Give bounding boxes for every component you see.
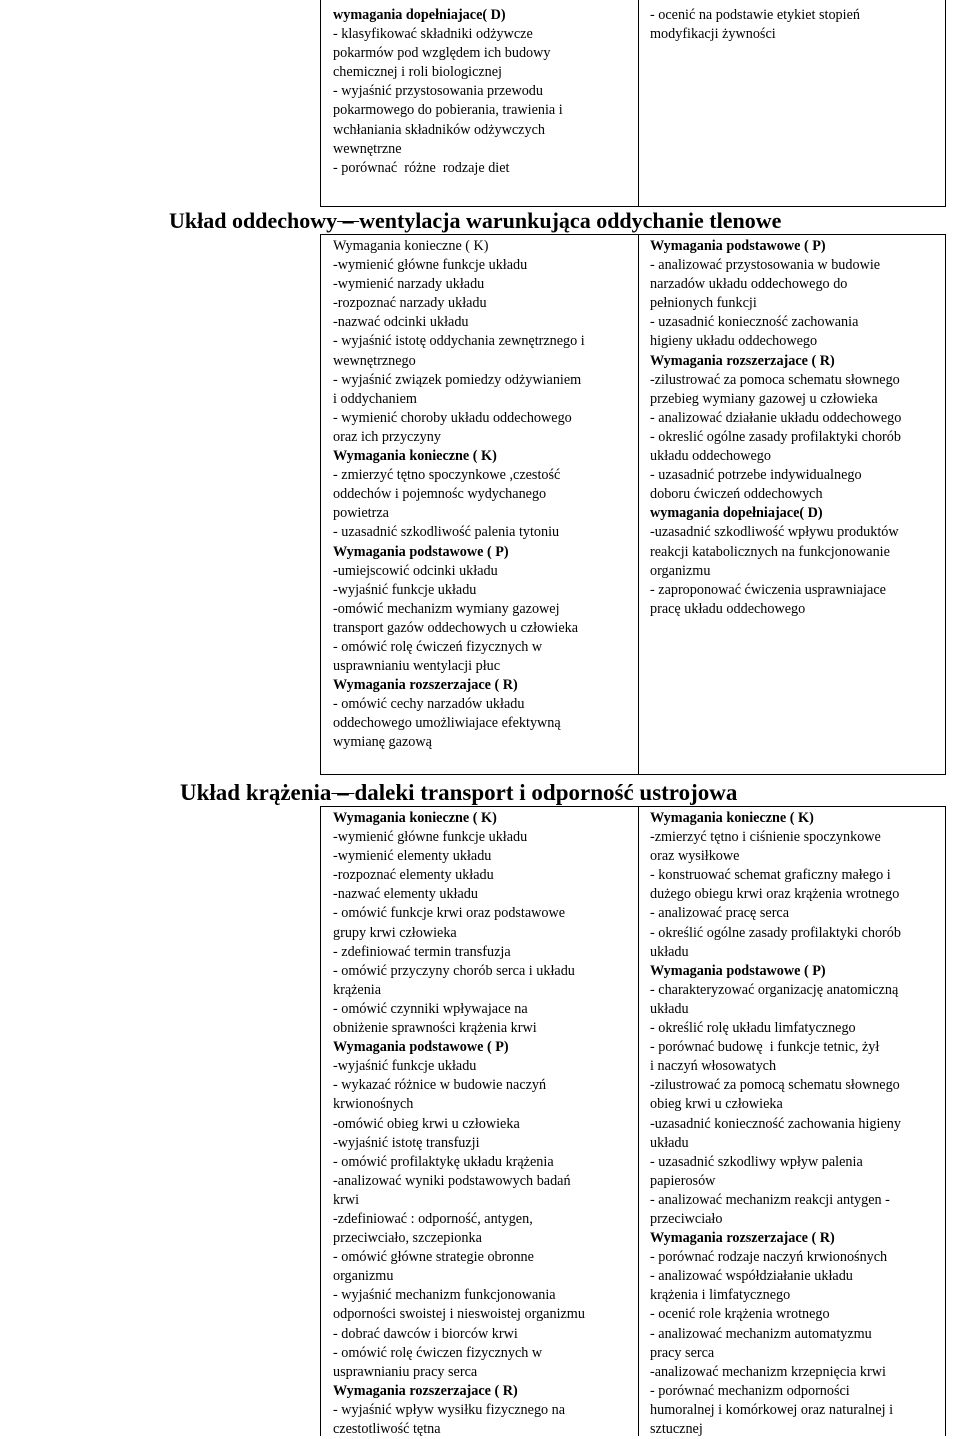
section-heading-circulatory [180, 779, 737, 807]
requirement-line: - omówić główne strategie obronne [333, 1249, 534, 1266]
grid-line [638, 0, 639, 206]
requirement-line: - analizować współdziałanie układu [650, 1268, 853, 1285]
requirement-line: -zdefiniować : odporność, antygen, [333, 1210, 533, 1227]
requirement-line: - uzasadnić szkodliwy wpływ palenia [650, 1153, 863, 1170]
requirement-line: oddechów i pojemnośc wydychanego [333, 486, 547, 503]
requirement-line: humoralnej i komórkowej oraz naturalnej i [650, 1401, 894, 1418]
requirement-heading: Wymagania rozszerzajace ( R) [333, 1382, 518, 1399]
requirement-line: - wyjaśnić związek pomiedzy odżywianiem [333, 371, 582, 388]
circulatory-left-cell [333, 809, 585, 1439]
section-title-main: Układ oddechowy [169, 208, 338, 233]
requirement-line: - omówić profilaktykę układu krążenia [333, 1153, 554, 1170]
requirement-line: -uzasadnić konieczność zachowania higieny [650, 1115, 901, 1132]
requirement-line: - omówić rolę ćwiczen fizycznych w [333, 1344, 543, 1361]
requirement-line: - omówić czynniki wpływajace na [333, 1000, 528, 1017]
requirement-line: -umiejscowić odcinki układu [333, 562, 498, 579]
top-left-cell [333, 6, 563, 178]
requirement-line: i naczyń włosowatych [650, 1058, 777, 1075]
requirement-line: - zmierzyć tętno spoczynkowe ,czestość [333, 467, 561, 484]
requirement-line: oddechowego umożliwiajace efektywną [333, 715, 561, 732]
requirement-line: Wymagania konieczne ( K) [333, 238, 489, 254]
requirement-line: powietrza [333, 505, 389, 522]
requirement-line: obniżenie sprawności krążenia krwi [333, 1020, 537, 1037]
requirement-line: -nazwać odcinki układu [333, 314, 469, 331]
requirement-line: reakcji katabolicznych na funkcjonowanie [650, 543, 890, 560]
requirement-line: - omówić cechy narzadów układu [333, 696, 525, 713]
requirement-line: -zilustrować za pomocą schematu słownego [650, 1077, 900, 1094]
requirement-line: krwi [333, 1191, 360, 1208]
requirement-line: - ocenić na podstawie etykiet stopień [650, 7, 860, 23]
requirement-line: układu oddechowego [650, 448, 771, 465]
requirement-line: pracę układu oddechowego [650, 600, 806, 617]
requirement-line: organizmu [333, 1268, 394, 1285]
requirement-line: - uzasadnić potrzebe indywidualnego [650, 467, 862, 484]
requirement-line: - uzasadnić konieczność zachowania [650, 314, 859, 331]
requirement-line: przeciwciało, szczepionka [333, 1230, 482, 1247]
requirement-line: krwionośnych [333, 1096, 414, 1113]
requirement-line: - analizować działanie układu oddechowego [650, 409, 902, 426]
requirement-line: sztucznej [650, 1421, 703, 1437]
requirement-line: - analizować pracę serca [650, 905, 790, 922]
requirement-line: - porównać budowę i funkcje tetnic, żył [650, 1039, 880, 1056]
requirement-line: - okreslić ogólne zasady profilaktyki chorób [650, 428, 901, 445]
requirement-line: układu [650, 1134, 689, 1151]
grid-line [945, 234, 946, 774]
respiratory-left-cell [333, 237, 585, 753]
requirement-line: oraz wysiłkowe [650, 848, 740, 865]
requirement-line: - wymienić choroby układu oddechowego [333, 409, 572, 426]
requirement-line: higieny układu oddechowego [650, 333, 818, 350]
circulatory-right-cell [650, 809, 901, 1439]
requirement-line: modyfikacji żywności [650, 26, 776, 43]
requirement-line: przebieg wymiany gazowej u człowieka [650, 390, 878, 407]
requirement-line: przeciwciało [650, 1210, 723, 1227]
requirement-line: - uzasadnić szkodliwość palenia tytoniu [333, 524, 560, 541]
requirement-line: -zilustrować za pomoca schematu słownego [650, 371, 900, 388]
requirement-heading: Wymagania rozszerzajace ( R) [650, 352, 835, 369]
requirement-heading: Wymagania konieczne ( K) [650, 810, 814, 826]
requirement-line: - omówić przyczyny chorób serca i układu [333, 962, 575, 979]
requirement-line: krążenia [333, 981, 382, 998]
grid-line [320, 774, 946, 775]
requirement-line: układu [650, 943, 689, 960]
requirement-heading: Wymagania rozszerzajace ( R) [650, 1230, 835, 1247]
requirement-line: - omówić funkcje krwi oraz podstawowe [333, 905, 566, 922]
requirement-line: -omówić obieg krwi u człowieka [333, 1115, 520, 1132]
requirement-line: - klasyfikować składniki odżywcze [333, 26, 533, 43]
requirement-line: oraz ich przyczyny [333, 428, 441, 445]
requirement-line: pokarmowego do pobierania, trawienia i [333, 102, 563, 119]
section-title-dash: – [337, 208, 360, 233]
requirement-line: - konstruować schemat graficzny małego i [650, 867, 891, 884]
grid-line [320, 806, 321, 1436]
requirement-line: - zdefiniować termin transfuzja [333, 943, 511, 960]
requirement-line: - porównać różne rodzaje diet [333, 159, 510, 176]
requirement-line: papierosów [650, 1172, 716, 1189]
grid-line [320, 234, 321, 774]
requirement-line: wymianę gazową [333, 734, 432, 751]
requirement-heading: Wymagania podstawowe ( P) [333, 543, 509, 560]
requirement-line: -wyjaśnić istotę transfuzji [333, 1134, 480, 1151]
requirement-line: -analizować mechanizm krzepnięcia krwi [650, 1363, 886, 1380]
requirement-line: dużego obiegu krwi oraz krążenia wrotnego [650, 886, 900, 903]
requirement-line: -nazwać elementy układu [333, 886, 478, 903]
requirement-line: narzadów układu oddechowego do [650, 276, 848, 293]
requirement-heading: wymagania dopełniajace( D) [333, 7, 506, 23]
requirement-heading: wymagania dopełniajace( D) [650, 505, 823, 522]
requirement-line: układu [650, 1000, 689, 1017]
requirement-line: - wyjaśnić mechanizm funkcjonowania [333, 1287, 556, 1304]
requirement-line: - analizować mechanizm reakcji antygen - [650, 1191, 890, 1208]
requirement-line: -uzasadnić szkodliwość wpływu produktów [650, 524, 899, 541]
requirement-line: - porównać mechanizm odporności [650, 1382, 850, 1399]
requirement-line: pracy serca [650, 1344, 715, 1361]
section-title-sub: wentylacja warunkująca oddychanie tlenowe [359, 208, 782, 233]
requirement-line: - określić rolę układu limfatycznego [650, 1020, 856, 1037]
grid-line [945, 0, 946, 206]
requirement-line: - analizować przystosowania w budowie [650, 257, 881, 274]
requirement-line: -wyjaśnić funkcje układu [333, 1058, 477, 1075]
requirement-heading: Wymagania podstawowe ( P) [650, 962, 826, 979]
grid-line [320, 0, 321, 206]
requirement-heading: Wymagania podstawowe ( P) [333, 1039, 509, 1056]
requirement-line: chemicznej i roli biologicznej [333, 64, 503, 81]
top-right-cell [650, 6, 860, 44]
section-title-sub: daleki transport i odporność ustrojowa [354, 780, 738, 805]
section-title-main: Układ krążenia [180, 780, 332, 805]
requirement-line: wchłaniania składników odżywczych [333, 121, 545, 138]
requirement-heading: Wymagania podstawowe ( P) [650, 238, 826, 254]
requirement-line: -zmierzyć tętno i ciśnienie spoczynkowe [650, 829, 881, 846]
requirement-line: - zaproponować ćwiczenia usprawniajace [650, 581, 886, 598]
requirement-line: doboru ćwiczeń oddechowych [650, 486, 823, 503]
requirement-line: grupy krwi człowieka [333, 924, 457, 941]
requirement-line: -wymienić główne funkcje układu [333, 257, 528, 274]
requirement-line: - charakteryzować organizację anatomiczną [650, 981, 899, 998]
requirement-line: -rozpoznać elementy układu [333, 867, 494, 884]
requirement-line: -wymienić główne funkcje układu [333, 829, 528, 846]
grid-line [945, 806, 946, 1436]
requirement-line: - ocenić role krążenia wrotnego [650, 1306, 830, 1323]
requirement-line: -wymienić narzady układu [333, 276, 485, 293]
requirement-heading: Wymagania konieczne ( K) [333, 448, 497, 465]
requirement-line: transport gazów oddechowych u człowieka [333, 619, 579, 636]
requirement-line: -omówić mechanizm wymiany gazowej [333, 600, 560, 617]
requirement-line: - wyjaśnić istotę oddychania zewnętrznego i [333, 333, 585, 350]
grid-line [638, 234, 639, 774]
requirement-line: krążenia i limfatycznego [650, 1287, 791, 1304]
requirement-line: wewnętrznego [333, 352, 416, 369]
requirement-heading: Wymagania konieczne ( K) [333, 810, 497, 826]
requirement-line: - omówić rolę ćwiczeń fizycznych w [333, 638, 543, 655]
requirement-line: odporności swoistej i nieswoistej organizmu [333, 1306, 585, 1323]
requirement-line: - porównać rodzaje naczyń krwionośnych [650, 1249, 888, 1266]
requirement-line: czestotliwość tętna [333, 1421, 441, 1437]
requirement-heading: Wymagania rozszerzajace ( R) [333, 677, 518, 694]
requirement-line: -analizować wyniki podstawowych badań [333, 1172, 571, 1189]
requirement-line: organizmu [650, 562, 711, 579]
respiratory-right-cell [650, 237, 901, 619]
requirement-line: - analizować mechanizm automatyzmu [650, 1325, 872, 1342]
requirement-line: - określić ogólne zasady profilaktyki chorób [650, 924, 901, 941]
requirement-line: - wyjaśnić przystosowania przewodu [333, 83, 543, 100]
requirement-line: usprawnianiu pracy serca [333, 1363, 478, 1380]
grid-line [638, 806, 639, 1436]
requirement-line: -wymienić elementy układu [333, 848, 492, 865]
requirement-line: -rozpoznać narzady układu [333, 295, 487, 312]
requirement-line: wewnętrzne [333, 140, 402, 157]
requirement-line: -wyjaśnić funkcje układu [333, 581, 477, 598]
requirement-line: usprawnianiu wentylacji płuc [333, 658, 501, 675]
requirement-line: - wyjaśnić wpływ wysiłku fizycznego na [333, 1401, 566, 1418]
requirement-line: pełnionych funkcji [650, 295, 757, 312]
requirement-line: obieg krwi u człowieka [650, 1096, 783, 1113]
section-heading-respiratory [169, 207, 781, 235]
requirement-line: - dobrać dawców i biorców krwi [333, 1325, 518, 1342]
requirement-line: i oddychaniem [333, 390, 417, 407]
requirement-line: - wykazać różnice w budowie naczyń [333, 1077, 547, 1094]
requirement-line: pokarmów pod względem ich budowy [333, 45, 551, 62]
section-title-dash: – [331, 780, 355, 805]
